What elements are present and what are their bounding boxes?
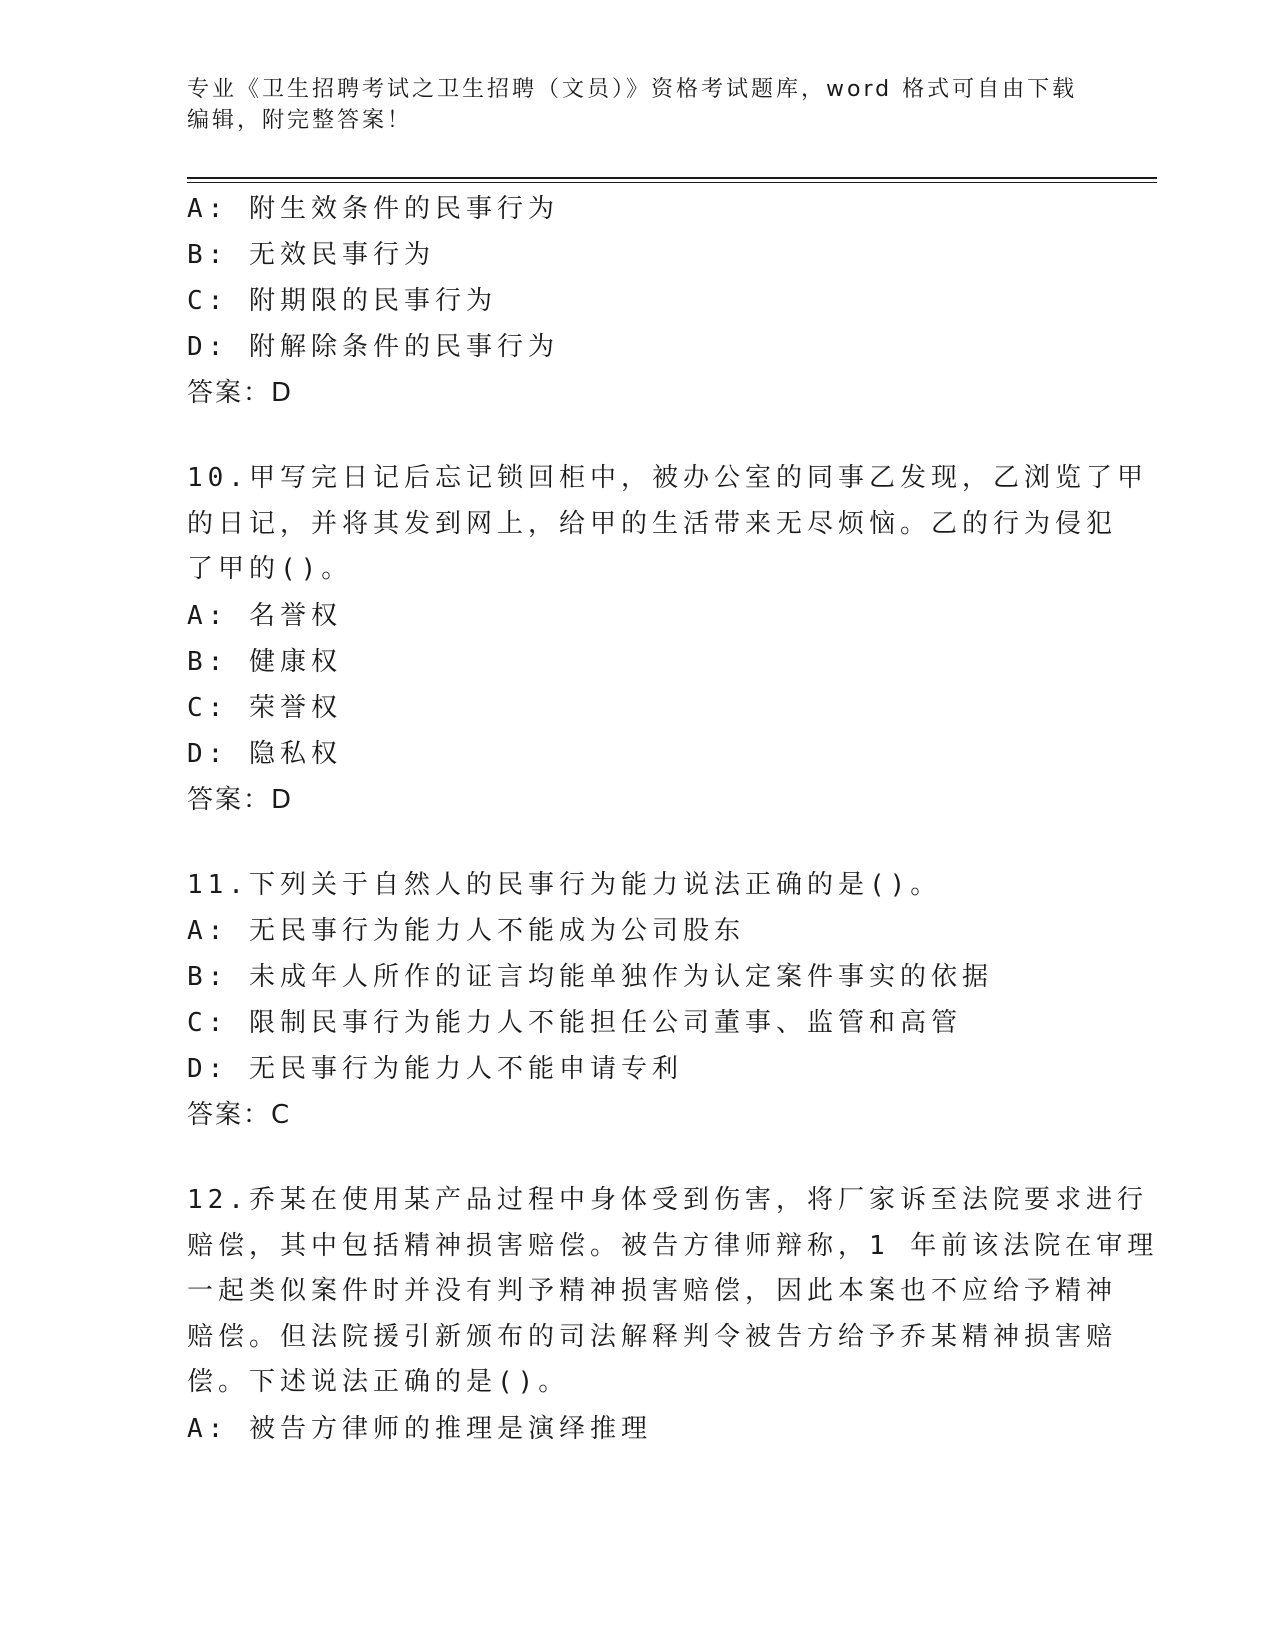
question-text-line: 一起类似案件时并没有判予精神损害赔偿，因此本案也不应给予精神: [187, 1276, 1118, 1306]
option-a: A: 名誉权: [187, 600, 342, 631]
header-line-1: 专业《卫生招聘考试之卫生招聘（文员）》资格考试题库，word 格式可自由下载: [187, 77, 1078, 102]
answer-line: 答案：D: [187, 378, 294, 408]
question-text-line: 的日记，并将其发到网上，给甲的生活带来无尽烦恼。乙的行为侵犯: [187, 508, 1118, 539]
question-text-line: 10.甲写完日记后忘记锁回柜中，被办公室的同事乙发现，乙浏览了甲: [187, 463, 1148, 493]
question-text-line: 赔偿，其中包括精神损害赔偿。被告方律师辩称，1 年前该法院在审理: [187, 1230, 1159, 1261]
question-block-11: [187, 863, 1087, 1139]
question-content: [187, 186, 1159, 1452]
header-rule-thick: [187, 177, 1157, 179]
option-c: C: 荣誉权: [187, 692, 342, 723]
question-text-line: 11.下列关于自然人的民事行为能力说法正确的是()。: [187, 869, 942, 900]
option-b: B: 未成年人所作的证言均能单独作为认定案件事实的依据: [187, 962, 993, 992]
option-d: D: 无民事行为能力人不能申请专利: [187, 1054, 683, 1084]
question-text-line: 偿。下述说法正确的是()。: [187, 1367, 570, 1397]
header-rule-thin: [187, 182, 1157, 183]
question-text-line: 了甲的()。: [187, 554, 353, 584]
option-c: C: 附期限的民事行为: [187, 286, 497, 316]
option-d: D: 附解除条件的民事行为: [187, 332, 559, 362]
document-header: [187, 74, 1087, 136]
option-c: C: 限制民事行为能力人不能担任公司董事、监管和高管: [187, 1008, 962, 1038]
option-a: A: 无民事行为能力人不能成为公司股东: [187, 916, 745, 946]
option-a: A: 被告方律师的推理是演绎推理: [187, 1413, 652, 1444]
option-d: D: 隐私权: [187, 738, 342, 769]
answer-line: 答案：C: [187, 1100, 292, 1130]
question-text-line: 12.乔某在使用某产品过程中身体受到伤害，将厂家诉至法院要求进行: [187, 1185, 1148, 1215]
question-block-9: [187, 186, 1087, 416]
question-text-line: 赔偿。但法院援引新颁布的司法解释判令被告方给予乔某精神损害赔: [187, 1321, 1118, 1352]
header-line-2: 编辑，附完整答案！: [187, 108, 413, 133]
answer-line: 答案：D: [187, 784, 294, 815]
option-a: A: 附生效条件的民事行为: [187, 194, 559, 224]
question-block-12: [187, 1178, 1159, 1452]
question-block-10: [187, 456, 1148, 823]
option-b: B: 无效民事行为: [187, 240, 435, 270]
option-b: B: 健康权: [187, 646, 342, 677]
